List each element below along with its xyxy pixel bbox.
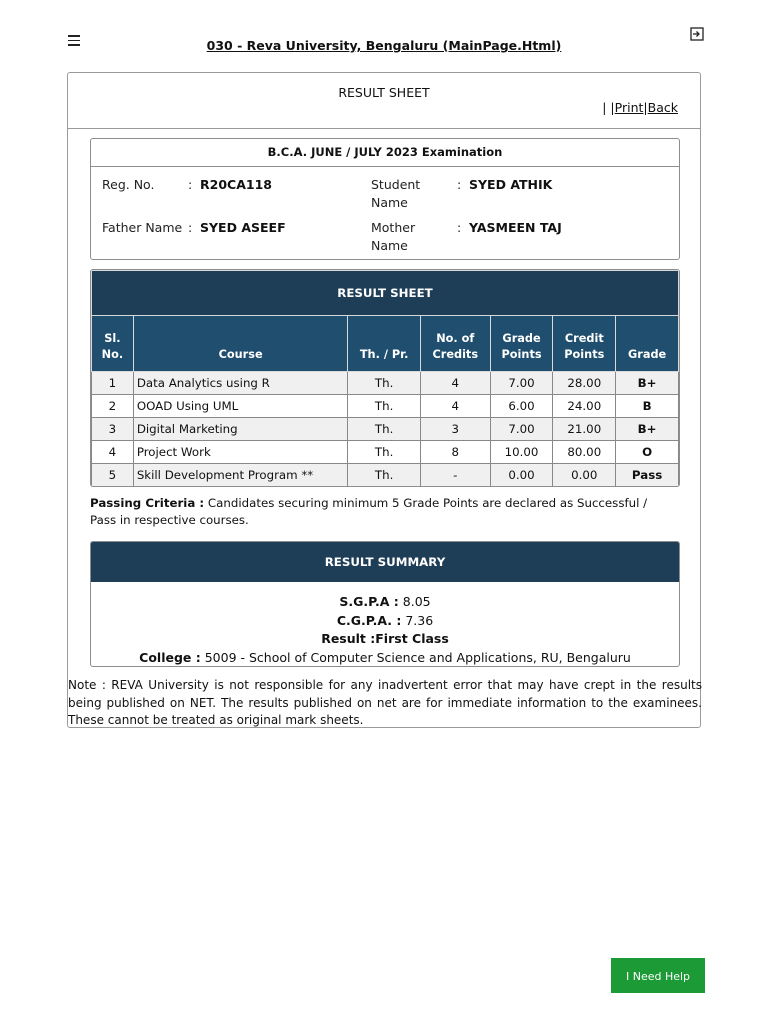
cell-th-pr: Th. — [348, 395, 420, 418]
college-label: College : — [139, 649, 201, 665]
reg-no-value: R20CA118 — [200, 177, 272, 192]
print-link[interactable]: Print — [614, 100, 644, 115]
result-summary-title: RESULT SUMMARY — [91, 542, 679, 582]
col-header-credit-points: Credit Points — [553, 316, 616, 372]
col-header-sl-no: Sl. No. — [92, 316, 134, 372]
cell-grade: Pass — [616, 464, 679, 487]
site-title[interactable]: 030 - Reva University, Bengaluru (MainPage.Html) — [206, 38, 562, 53]
cell-grade: B — [616, 395, 679, 418]
cgpa-value: 7.36 — [401, 612, 434, 628]
sgpa-line — [91, 593, 679, 612]
cell-grade: O — [616, 441, 679, 464]
cell-credit-points: 80.00 — [553, 441, 616, 464]
passing-criteria-label: Passing Criteria : — [90, 496, 205, 510]
table-row — [92, 395, 679, 418]
cell-credit-points: 21.00 — [553, 418, 616, 441]
result-summary-panel — [90, 541, 680, 667]
cell-grade-points: 7.00 — [490, 372, 553, 395]
table-row — [92, 418, 679, 441]
reg-no-label: Reg. No. — [102, 177, 155, 192]
sgpa-value: 8.05 — [398, 594, 431, 609]
col-header-credits: No. of Credits — [420, 316, 490, 372]
cell-th-pr: Th. — [348, 418, 420, 441]
cell-grade-points: 0.00 — [490, 464, 553, 487]
cell-grade-points: 6.00 — [490, 395, 553, 418]
cell-th-pr: Th. — [348, 372, 420, 395]
college-value: 5009 - School of Computer Science and Applications, RU, Bengaluru — [200, 649, 631, 665]
col-header-course: Course — [133, 316, 348, 372]
cell-credits: - — [420, 464, 490, 487]
cell-grade: B+ — [616, 372, 679, 395]
student-name-colon: : — [457, 177, 462, 192]
cell-sl-no: 3 — [92, 418, 134, 441]
result-summary-body — [91, 582, 679, 667]
cell-grade-points: 7.00 — [490, 418, 553, 441]
cell-th-pr: Th. — [348, 464, 420, 487]
cell-th-pr: Th. — [348, 441, 420, 464]
disclaimer-note: Note : REVA University is not responsible for any inadvertent error that may have crept in the results being published on NET. The results published on net are for immediate information to the examinees. These cannot be treated as original mark sheets. — [68, 678, 702, 727]
result-container — [67, 72, 701, 728]
table-row — [92, 441, 679, 464]
cell-course: Project Work — [133, 441, 348, 464]
need-help-button[interactable]: I Need Help — [611, 958, 705, 993]
cell-credits: 3 — [420, 418, 490, 441]
col-header-th-pr: Th. / Pr. — [348, 316, 420, 372]
cell-course: Data Analytics using R — [133, 372, 348, 395]
cell-credits: 4 — [420, 372, 490, 395]
college-line — [91, 649, 679, 668]
mother-name-colon: : — [457, 220, 462, 235]
cell-credit-points: 24.00 — [553, 395, 616, 418]
result-label: Result : — [321, 631, 376, 646]
cell-sl-no: 5 — [92, 464, 134, 487]
cell-sl-no: 2 — [92, 395, 134, 418]
col-header-grade: Grade — [616, 316, 679, 372]
col-header-grade-points: Grade Points — [490, 316, 553, 372]
back-link[interactable]: Back — [647, 100, 678, 115]
cgpa-line — [91, 612, 679, 631]
result-line — [91, 630, 679, 649]
cell-sl-no: 4 — [92, 441, 134, 464]
header-links — [602, 100, 678, 115]
cell-course: Digital Marketing — [133, 418, 348, 441]
passing-criteria — [90, 495, 650, 529]
result-sheet-title: RESULT SHEET — [338, 85, 430, 100]
cell-grade: B+ — [616, 418, 679, 441]
cell-credits: 4 — [420, 395, 490, 418]
father-name-colon: : — [188, 220, 193, 235]
cgpa-label: C.G.P.A. : — [336, 612, 402, 628]
cell-course: Skill Development Program ** — [133, 464, 348, 487]
father-name-label: Father Name — [102, 220, 183, 235]
cell-grade-points: 10.00 — [490, 441, 553, 464]
result-table-caption: RESULT SHEET — [92, 271, 679, 316]
passing-criteria-text: Candidates securing minimum 5 Grade Points are declared as Successful / Pass in respective courses. — [90, 496, 648, 527]
links-divider: | — [643, 100, 648, 115]
exam-title: B.C.A. JUNE / JULY 2023 Examination — [91, 139, 679, 167]
mother-name-label: Mother Name — [371, 220, 416, 253]
cell-sl-no: 1 — [92, 372, 134, 395]
result-header — [68, 73, 700, 129]
table-row — [92, 464, 679, 487]
cell-credits: 8 — [420, 441, 490, 464]
father-name-value: SYED ASEEF — [200, 220, 286, 235]
links-separator: | | — [602, 100, 615, 115]
result-table — [91, 270, 679, 487]
cell-credit-points: 0.00 — [553, 464, 616, 487]
cell-course: OOAD Using UML — [133, 395, 348, 418]
sgpa-label: S.G.P.A : — [339, 594, 399, 609]
reg-no-colon: : — [188, 177, 193, 192]
mother-name-value: YASMEEN TAJ — [469, 220, 562, 235]
result-value: First Class — [375, 631, 449, 646]
table-row — [92, 372, 679, 395]
cell-credit-points: 28.00 — [553, 372, 616, 395]
student-name-label: Student Name — [371, 177, 421, 210]
student-name-value: SYED ATHIK — [469, 177, 553, 192]
result-table-panel — [90, 269, 680, 487]
logout-icon[interactable] — [690, 27, 706, 43]
